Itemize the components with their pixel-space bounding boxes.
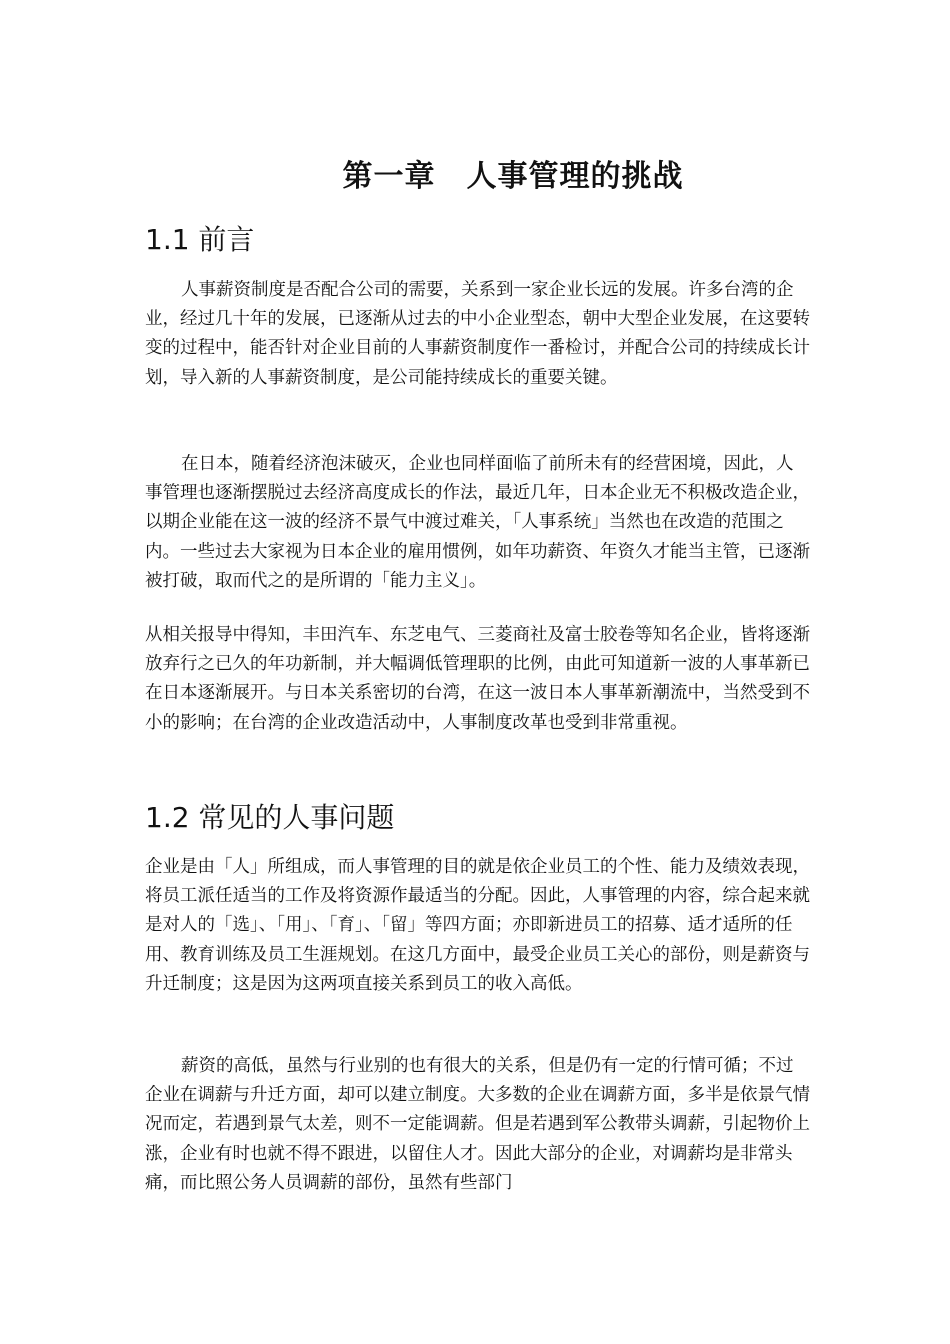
paragraph: 薪资的高低，虽然与行业别的也有很大的关系，但是仍有一定的行情可循；不过企业在调薪与升迁方面，却可以建立制度。大多数的企业在调薪方面，多半是依景气情况而定，若遇到景气太差，则不一定能调薪。但是若遇到军公教带头调薪，引起物价上涨，企业有时也就不得不跟进，以留住人才。因此大部分的企业，对调薪均是非常头痛，而比照公务人员调薪的部份，虽然有些部门 (145, 1056, 810, 1193)
paragraph: 人事薪资制度是否配合公司的需要，关系到一家企业长远的发展。许多台湾的企业，经过几十年的发展，已逐渐从过去的中小企业型态，朝中大型企业发展，在这要转变的过程中，能否针对企业目前的人事薪资制度作一番检讨，并配合公司的持续成长计划，导入新的人事薪资制度，是公司能持续成长的重要关键。 (145, 280, 810, 388)
section-heading-preface: 1.1 前言 (145, 223, 255, 256)
paragraph: 在日本，随着经济泡沫破灭，企业也同样面临了前所未有的经营困境，因此，人事管理也逐渐摆脱过去经济高度成长的作法，最近几年，日本企业无不积极改造企业，以期企业能在这一波的经济不景气中渡过难关，「人事系统」当然也在改造的范围之内。一些过去大家视为日本企业的雇用惯例，如年功薪资、年资久才能当主管，已逐渐被打破，取而代之的是所谓的「能力主义」。 (145, 454, 810, 591)
paragraph: 企业是由「人」所组成，而人事管理的目的就是依企业员工的个性、能力及绩效表现，将员工派任适当的工作及将资源作最适当的分配。因此，人事管理的内容，综合起来就是对人的「选」、「用」、「育」、「留」等四方面；亦即新进员工的招募、适才适所的任用、教育训练及员工生涯规划。在这几方面中，最受企业员工关心的部份，则是薪资与升迁制度；这是因为这两项直接关系到员工的收入高低。 (145, 857, 810, 994)
paragraph: 从相关报导中得知，丰田汽车、东芝电气、三菱商社及富士胶卷等知名企业，皆将逐渐放弃行之已久的年功新制，并大幅调低管理职的比例，由此可知道新一波的人事革新已在日本逐渐展开。与日本关系密切的台湾，在这一波日本人事革新潮流中，当然受到不小的影响；在台湾的企业改造活动中，人事制度改革也受到非常重视。 (145, 625, 810, 733)
chapter-title: 第一章 人事管理的挑战 (342, 159, 684, 195)
section-heading-common-issues: 1.2 常见的人事问题 (145, 801, 395, 834)
